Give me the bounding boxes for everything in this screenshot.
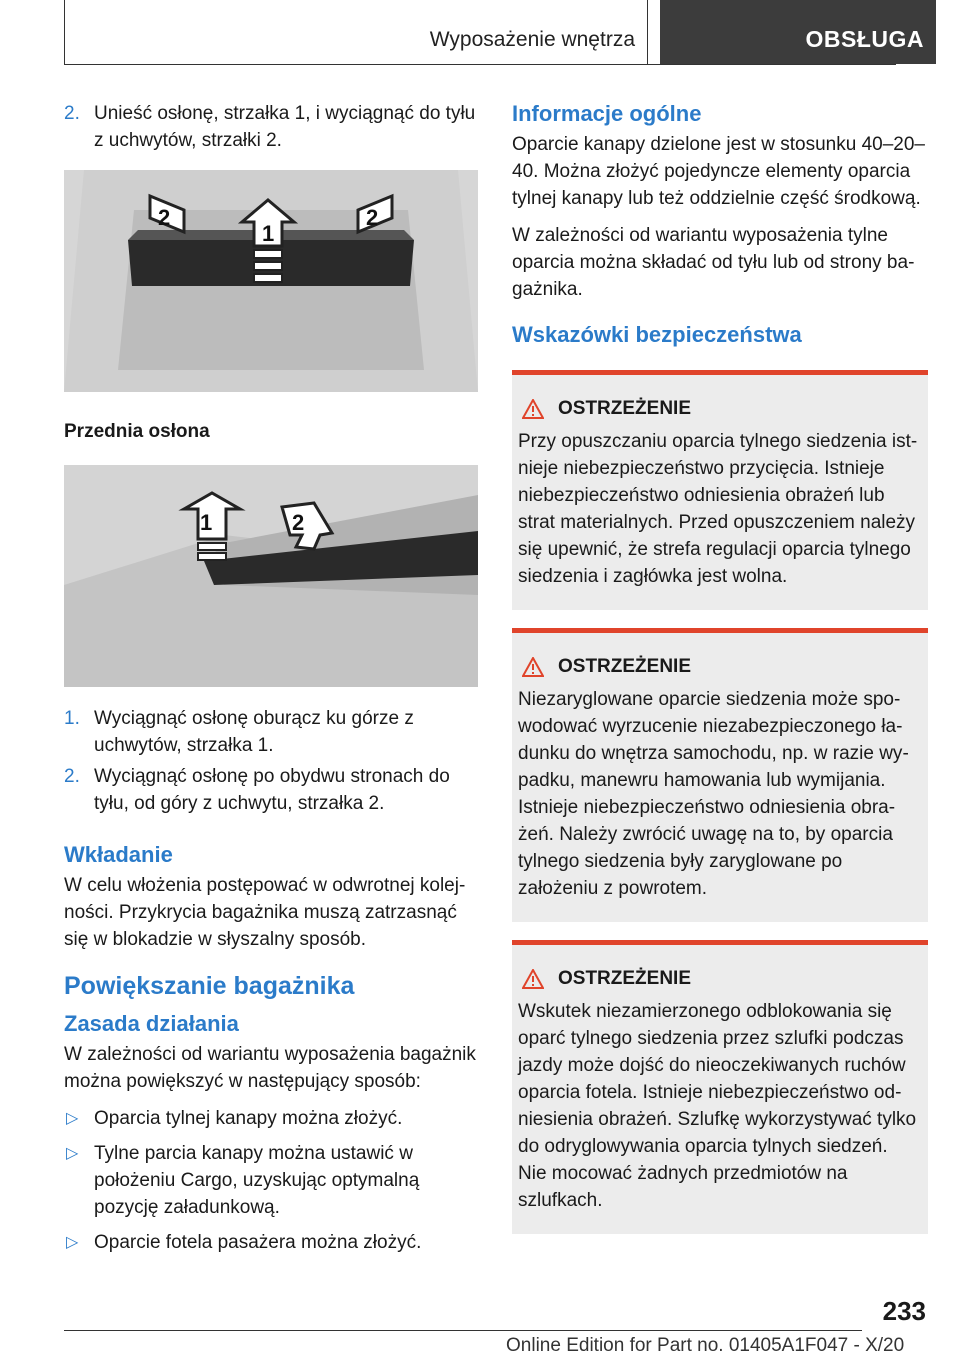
step-number: 2. bbox=[64, 103, 80, 124]
warning-triangle-icon bbox=[522, 399, 544, 419]
safety-heading: Wskazówki bezpieczeństwa bbox=[512, 322, 802, 347]
step-item bbox=[64, 763, 478, 817]
step-text: Wyciągnąć osłonę po obydwu stronach do tyłu, od góry z uchwytu, strzałka 2. bbox=[94, 766, 450, 814]
triangle-bullet-icon: ▷ bbox=[66, 1110, 79, 1127]
footer-rule bbox=[64, 1330, 862, 1331]
list-item-text: Oparcie fotela pasażera można złożyć. bbox=[94, 1232, 422, 1253]
arrow-label: 1 bbox=[200, 510, 213, 535]
step-number: 2. bbox=[64, 766, 80, 787]
cargo-cover-front-illustration bbox=[64, 465, 478, 687]
section-title: Wyposażenie wnętrza bbox=[429, 28, 635, 51]
inserting-text: W celu włożenia postępować w odwrotnej kolejności. Przykrycia bagażnika muszą zatrzasnąć się w blokadzie w słyszalny sposób. bbox=[64, 875, 466, 950]
list-item bbox=[64, 1105, 478, 1132]
inserting-heading: Wkładanie bbox=[64, 842, 173, 867]
list-item-text: Tylne parcia kanapy można ustawić w położeniu Cargo, uzyskując optymalną pozycję załadunkową. bbox=[94, 1143, 420, 1218]
left-column bbox=[64, 100, 478, 1264]
enlarge-heading: Powiększanie bagażnika bbox=[64, 972, 355, 1000]
warning-triangle-icon bbox=[522, 657, 544, 677]
principle-text: W zależności od wariantu wyposażenia bagażnik można powiększyć w następujący sposób: bbox=[64, 1044, 476, 1092]
principle-heading: Zasada działania bbox=[64, 1011, 239, 1036]
step-item bbox=[64, 100, 478, 154]
warning-title: OSTRZEŻENIE bbox=[558, 968, 692, 989]
right-column bbox=[512, 100, 928, 1252]
arrow-label: 2 bbox=[158, 205, 171, 230]
warning-title: OSTRZEŻENIE bbox=[558, 398, 692, 419]
arrow-label: 2 bbox=[366, 205, 379, 230]
step-text: Wyciągnąć osłonę oburącz ku górze z uchwytów, strzałka 1. bbox=[94, 708, 414, 756]
figure-caption: Przednia osłona bbox=[64, 421, 210, 442]
triangle-bullet-icon: ▷ bbox=[66, 1234, 79, 1251]
step-item bbox=[64, 705, 478, 759]
warning-title: OSTRZEŻENIE bbox=[558, 656, 692, 677]
general-paragraph: Oparcie kanapy dzielone jest w stosunku 40–20–40. Można złożyć pojedyncze elementy oparcia tylnej kanapy lub też oddzielnie część środkową. bbox=[512, 134, 925, 209]
list-item-text: Oparcia tylnej kanapy można złożyć. bbox=[94, 1108, 403, 1129]
chapter-title: OBSŁUGA bbox=[805, 26, 924, 52]
cargo-cover-rear-illustration bbox=[64, 170, 478, 392]
warning-text: Wskutek niezamierzonego odblokowania się oparć tylnego siedzenia przez szlufki podczas jazdy może dojść do nieoczekiwanych ruchów oparcia fotela. Istnieje niebezpieczeństwo odniesienia obrażeń. Szlufkę wykorzystywać tylko do odryglowywania oparcia tylnych siedzeń. Nie mocować żadnych przedmiotów na szlufkach. bbox=[518, 1001, 917, 1211]
warning-box bbox=[512, 370, 928, 610]
step-text: Unieść osłonę, strzałka 1, i wyciągnąć do tyłu z uchwytów, strzałki 2. bbox=[94, 103, 476, 151]
warning-text: Niezaryglowane oparcie siedzenia może spowodować wyrzucenie niezabezpieczonego ładunku do wnętrza samochodu, np. w razie wypadku, manewru hamowania lub wymijania. Istnieje niebezpieczeństwo odniesienia obrażeń. Należy zwrócić uwagę na to, by oparcia tylnego siedzenia były zaryglowane po założeniu z powrotem. bbox=[518, 689, 909, 899]
front-cover-drawing bbox=[64, 465, 478, 687]
warning-box bbox=[512, 940, 928, 1234]
warning-text: Przy opuszczaniu oparcia tylnego siedzenia istnieje niebezpieczeństwo przycięcia. Istnieje niebezpieczeństwo odniesienia obrażeń lub strat materialnych. Przed opuszczeniem należy się upewnić, że strefa regulacji oparcia tylnego siedzenia i zagłówka jest wolna. bbox=[518, 431, 918, 587]
general-paragraph: W zależności od wariantu wyposażenia tylne oparcia można składać od tyłu lub od strony bagażnika. bbox=[512, 225, 915, 300]
list-item bbox=[64, 1229, 478, 1256]
header-chapter bbox=[660, 0, 936, 64]
general-heading: Informacje ogólne bbox=[512, 101, 702, 126]
rear-cover-drawing bbox=[64, 170, 478, 392]
arrow-label: 2 bbox=[292, 510, 305, 535]
list-item bbox=[64, 1140, 478, 1221]
step-number: 1. bbox=[64, 708, 80, 729]
edition-text: Online Edition for Part no. 01405A1F047 - X/20 bbox=[506, 1335, 905, 1356]
header-section bbox=[64, 0, 648, 64]
warning-triangle-icon bbox=[522, 969, 544, 989]
page-number: 233 bbox=[882, 1296, 926, 1326]
arrow-label: 1 bbox=[262, 221, 275, 246]
warning-box bbox=[512, 628, 928, 922]
header-rule bbox=[64, 64, 896, 65]
triangle-bullet-icon: ▷ bbox=[66, 1145, 79, 1162]
